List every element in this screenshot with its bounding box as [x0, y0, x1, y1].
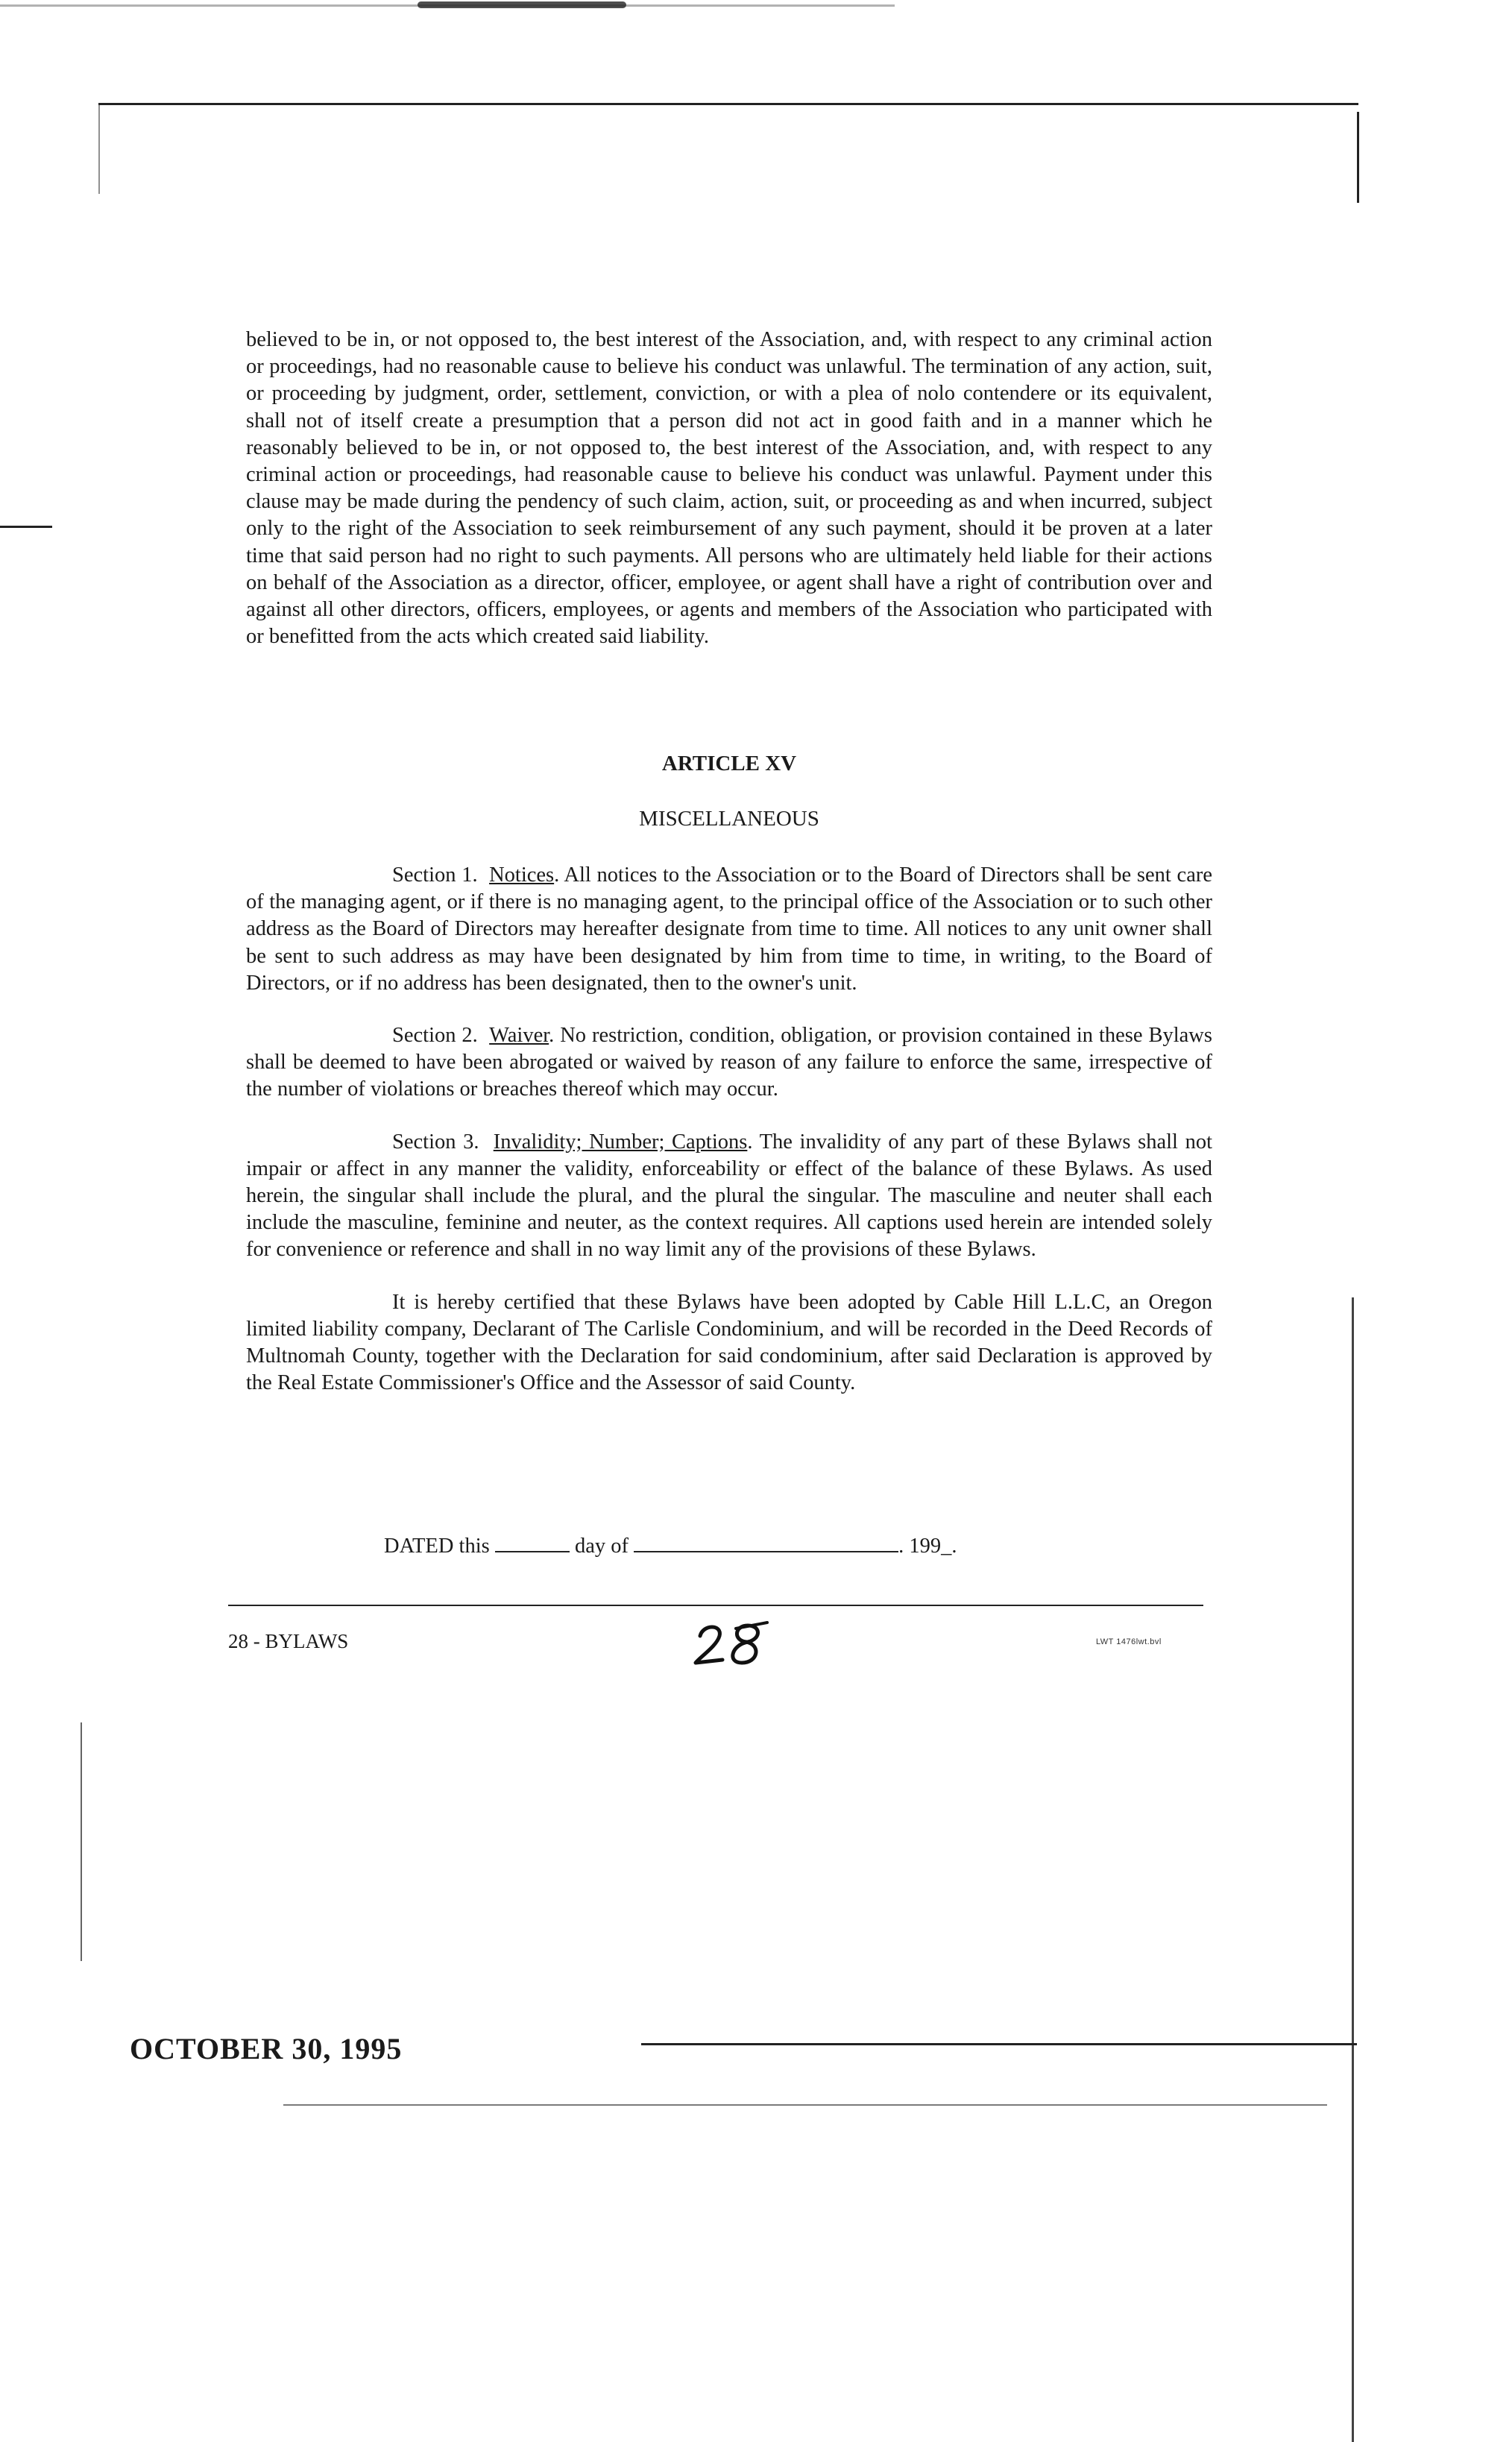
frame-left-line: [98, 104, 100, 194]
dated-middle: day of: [574, 1535, 629, 1558]
frame-right-lower-line: [1352, 1297, 1354, 2442]
section-3-number: Section 3.: [392, 1130, 479, 1154]
section-3-heading: Invalidity; Number; Captions: [493, 1130, 748, 1154]
frame-left-lower-line: [81, 1722, 82, 1961]
left-margin-tick: [0, 526, 52, 528]
section-1: [246, 862, 1212, 997]
frame-top-line: [98, 103, 1358, 105]
body-paragraph-block: [246, 327, 1212, 650]
section-1-number: Section 1.: [392, 863, 478, 887]
footer-page-label: 28 - BYLAWS: [228, 1630, 349, 1652]
month-blank: [634, 1535, 898, 1552]
section-3-text: . The invalidity of any part of these Bylaws shall not impair or affect in any manner the validity, enforceability or effect of the balance of these Bylaws. As used herein, the singular shall include the plural, and the plural the singular. The masculine and neuter shall each include the masculine, feminine and neuter, as the context requires. All captions used herein are intended solely for convenience or reference and shall in no way limit any of the provisions of these Bylaws.: [246, 1130, 1212, 1262]
dated-suffix: . 199_.: [898, 1535, 957, 1558]
section-1-text: . All notices to the Association or to the Board of Directors shall be sent care of the managing agent, or if there is no managing agent, to the principal office of the Association or to such other address as the Board of Directors may hereafter designate from time to time. All notices to any unit owner shall be sent to such address as may have been designated by him from time to time, in writing, to the Board of Directors, or if no address has been designated, then to the owner's unit.: [246, 863, 1212, 995]
footer-file-code: LWT 1476lwt.bvl: [1096, 1637, 1162, 1646]
scan-top-stroke: [418, 1, 626, 8]
certification-paragraph: It is hereby certified that these Bylaws have been adopted by Cable Hill L.L.C, an Oregon limited liability company, Declarant of The Carlisle Condominium, and will be recorded in the Deed Records of Multnomah County, together with the Declaration for said condominium, after said Declaration is approved by the Real Estate Commissioner's Office and the Assessor of said County.: [246, 1290, 1212, 1395]
article-title: ARTICLE XV: [661, 752, 797, 775]
scan-bottom-line: [283, 2104, 1327, 2106]
frame-right-line: [1357, 112, 1359, 203]
footer-rule: [228, 1605, 1203, 1606]
section-3: [246, 1129, 1212, 1264]
handwritten-page-number: [690, 1620, 772, 1667]
sections-block: [246, 862, 1212, 1397]
section-2-heading: Waiver: [489, 1024, 549, 1048]
section-2-number: Section 2.: [392, 1024, 478, 1048]
section-2: [246, 1022, 1212, 1104]
article-subtitle: MISCELLANEOUS: [639, 807, 819, 831]
section-1-heading: Notices: [489, 863, 555, 887]
dated-line: [384, 1535, 957, 1558]
dated-prefix: DATED this: [384, 1535, 490, 1558]
day-blank: [495, 1535, 570, 1552]
section-2-text: . No restriction, condition, obligation, or provision contained in these Bylaws shall be deemed to have been abrogated or waived by reason of any failure to enforce the same, irrespective of the number of violations or breaches thereof which may occur.: [246, 1024, 1212, 1101]
stamp-date: OCTOBER 30, 1995: [130, 2032, 403, 2065]
frame-bottom-line: [641, 2043, 1357, 2045]
body-paragraph: believed to be in, or not opposed to, the best interest of the Association, and, with respect to any criminal action or proceedings, had no reasonable cause to believe his conduct was unlawful. The termination of any action, suit, or proceeding by judgment, order, settlement, conviction, or with a plea of nolo contendere or its equivalent, shall not of itself create a presumption that a person did not act in good faith and in a manner which he reasonably believed to be in, or not opposed to, the best interest of the Association, and, with respect to any criminal action or proceedings, had reasonable cause to believe his conduct was unlawful. Payment under this clause may be made during the pendency of such claim, action, suit, or proceeding as and when incurred, subject only to the right of the Association to seek reimbursement of any such payment, should it be proven at a later time that said person had no right to such payments. All persons who are ultimately held liable for their actions on behalf of the Association as a director, officer, employee, or agent shall have a right of contribution over and against all other directors, officers, employees, or agents and members of the Association who participated with or benefitted from the acts which created said liability.: [246, 328, 1212, 649]
